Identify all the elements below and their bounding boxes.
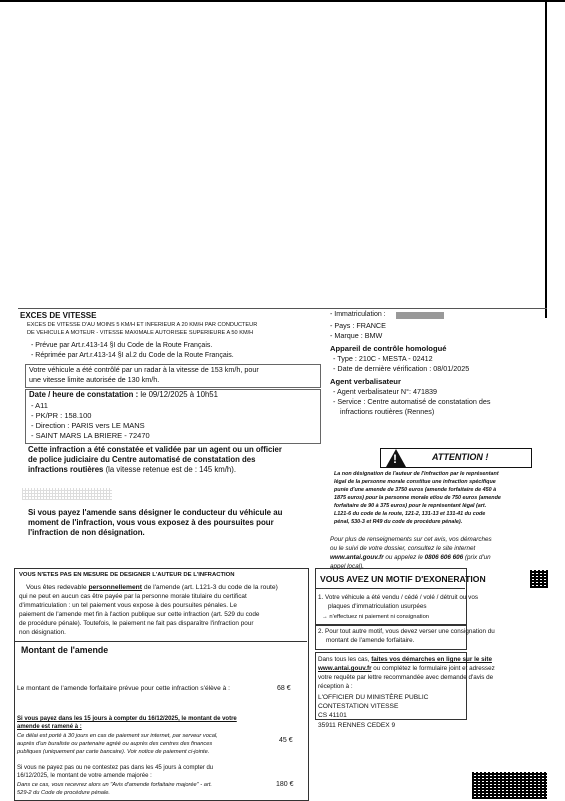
scan-noise [22, 488, 112, 500]
para2-line-3: l'infraction de non désignation. [28, 528, 145, 537]
attention-line-4: 1875 euros) pour la personne morale et/ou de 750 euros (amende [334, 495, 501, 501]
service-line-2: infractions routières (Rennes) [340, 407, 435, 416]
forfait-label: Le montant de l'amende forfaitaire prévue pour cette infraction s'élève à : [17, 685, 230, 692]
radar-line-2: une vitesse limite autorisée de 130 km/h. [29, 375, 160, 384]
road: - A11 [31, 401, 48, 410]
redaction-mark [396, 312, 444, 319]
immatriculation: - Immatriculation : [330, 311, 386, 318]
para1-line-2: de police judiciaire du Centre automatisé de constatation des [28, 455, 256, 464]
nd-line-5: de procédure pénale). Toutefois, le paiement ne fait pas disparaître l'infraction pour [19, 620, 254, 627]
fold-line [18, 308, 547, 309]
para2-line-1: Si vous payez l'amende sans désigner le conducteur du véhicule au [28, 508, 283, 517]
app-date: - Date de dernière vérification : 08/01/2025 [333, 364, 470, 373]
info-line-3b: ou appelez le [385, 554, 423, 561]
majoree-value: 180 € [276, 781, 294, 788]
contest-line-2b: ou complétez le formulaire joint et adressez [373, 665, 495, 672]
address-line-4: 35911 RENNES CEDEX 9 [318, 722, 396, 729]
motif-1-line-1: 1. Votre véhicule a été vendu / cédé / volé / détruit ou vos [318, 594, 478, 601]
montant-divider [14, 641, 307, 642]
qr-code [530, 570, 548, 588]
address-line-3: CS 41101 [318, 712, 347, 719]
warning-icon [386, 449, 406, 467]
majoree-line-2: 16/12/2025, le montant de votre amende majorée : [17, 773, 152, 779]
para1-line-3b: (la vitesse retenue est de : 145 km/h). [105, 465, 237, 474]
attention-line-6: L121-6 du code de la route, 121-2, 131-13 et 131-41 du code [334, 511, 486, 517]
direction: - Direction : PARIS vers LE MANS [31, 421, 145, 430]
attention-line-3: punie d'une amende de 3750 euros (amende forfaitaire de 450 à [334, 487, 497, 493]
nd-line-1a: Vous êtes redevable [26, 584, 87, 591]
nd-line-4: paiement de l'amende met fin à l'action publique sur cette infraction (art. 529 du code [19, 611, 260, 618]
attention-line-2: légal de la personne morale constitue une infraction spécifique [334, 479, 496, 485]
motif-1-line-3: → n'effectuez ni paiement ni consignation [322, 614, 430, 620]
nd-line-1c: de l'amende (art. L121-3 du code de la route) [143, 584, 278, 591]
motif-1-line-2: plaques d'immatriculation usurpées [328, 603, 427, 610]
antai-link-2[interactable]: www.antai.gouv.fr [318, 665, 372, 672]
contest-line-1b: faites vos démarches en ligne sur le site [371, 656, 492, 663]
attention-line-7: pénal, 530-3 et R49 du code de procédure pénale). [334, 519, 463, 525]
reprimee-text: - Réprimée par Art.r.413-14 §I al.2 du Code de la Route Français. [31, 352, 234, 359]
service-line-1: - Service : Centre automatisé de constatation des [333, 397, 491, 406]
motif-2-line-1: 2. Pour tout autre motif, vous devez verser une consignation du [318, 628, 495, 635]
attention-line-1: La non désignation de l'auteur de l'infraction par le représentant [334, 471, 499, 477]
non-designer-title: VOUS N'ETES PAS EN MESURE DE DESIGNER L'AUTEUR DE L'INFRACTION [19, 572, 235, 578]
contest-line-3: votre requête par lettre recommandée avec demande d'avis de [318, 674, 494, 681]
info-line-1: Pour plus de renseignements sur cet avis, vos démarches [330, 536, 492, 543]
majoree-detail-2: 529-2 du Code de procédure pénale. [17, 790, 110, 796]
majoree-line-1: Si vous ne payez pas ou ne contestez pas dans les 45 jours à compter du [17, 765, 214, 771]
info-line-2: ou le suivi de votre dossier, consultez le site internet [330, 545, 476, 552]
motif-2-line-2: montant de l'amende forfaitaire. [326, 637, 415, 644]
offense-title: EXCES DE VITESSE [20, 311, 97, 320]
minoree-value: 45 € [279, 737, 293, 744]
pays: - Pays : FRANCE [330, 321, 386, 330]
app-title: Appareil de contrôle homologué [330, 344, 447, 353]
prevue-text: - Prévue par Art.r.413-14 §I du Code de la Route Français. [31, 342, 213, 349]
address-line-2: CONTESTATION VITESSE [318, 703, 399, 710]
date-value: le 09/12/2025 à 10h51 [140, 390, 218, 399]
para2-line-2: moment de l'infraction, vous vous exposez à des poursuites pour [28, 518, 274, 527]
radar-line-1: Votre véhicule a été contrôlé par un radar à la vitesse de 153 km/h, pour [29, 365, 259, 374]
para1-line-1: Cette infraction a été constatée et validée par un agent ou un officier [28, 445, 282, 454]
exoneration-title: VOUS AVEZ UN MOTIF D'EXONERATION [320, 574, 486, 584]
minoree-detail-3: publiques (uniquement par carte bancaire). Voir notice de paiement ci-jointe. [17, 749, 210, 755]
scan-edge-top [0, 0, 565, 2]
nd-line-3: d'immatriculation : un tel paiement vous expose à des poursuites pénales. Le [19, 602, 237, 609]
app-type: - Type : 210C - MESTA - 02412 [333, 354, 433, 363]
contest-line-1a: Dans tous les cas, [318, 656, 370, 663]
date-label: Date / heure de constatation : [29, 390, 139, 399]
minoree-line-2: amende est ramené à : [17, 724, 82, 730]
agent-number: - Agent verbalisateur N°: 471839 [333, 387, 437, 396]
commune: - SAINT MARS LA BRIERE - 72470 [31, 431, 150, 440]
marque: - Marque : BMW [330, 331, 383, 340]
offense-desc-2: DE VEHICULE A MOTEUR - VITESSE MAXIMALE AUTORISEE SUPERIEURE A 50 KM/H [27, 330, 254, 336]
antai-link[interactable]: www.antai.gouv.fr [330, 554, 384, 561]
nd-line-6: non désignation. [19, 629, 66, 636]
exo-title-divider [315, 588, 465, 589]
nd-line-2: qui ne peut en aucun cas être payée par la personne morale titulaire du certificat [19, 593, 247, 600]
scan-edge-right [545, 0, 547, 318]
info-line-4: appel local). [330, 563, 364, 570]
datamatrix-code [472, 772, 547, 799]
nd-line-1b: personnellement [88, 584, 142, 591]
para1-line-3: infractions routières [28, 465, 104, 474]
phone-number[interactable]: 0806 606 606 [424, 554, 464, 561]
offense-desc-1: EXCES DE VITESSE D'AU MOINS 5 KM/H ET INFERIEUR A 20 KM/H PAR CONDUCTEUR [27, 322, 258, 328]
minoree-line-1: Si vous payez dans les 15 jours à compter du 16/12/2025, le montant de votre [17, 716, 237, 722]
minoree-detail-1: Ce délai est porté à 30 jours en cas de paiement sur internet, par serveur vocal, [17, 733, 218, 739]
attention-line-5: forfaitaire de 90 à 375 euros) pour le représentant légal (art. [334, 503, 487, 509]
minoree-detail-2: auprès d'un buraliste ou partenaire agréé ou auprès des centres des finances [17, 741, 213, 747]
majoree-detail-1: Dans ce cas, vous recevrez alors un "Avis d'amende forfaitaire majorée" - art. [17, 782, 213, 788]
attention-title: ATTENTION ! [432, 452, 489, 462]
forfait-value: 68 € [277, 685, 291, 692]
agent-title: Agent verbalisateur [330, 377, 401, 386]
montant-title: Montant de l'amende [21, 645, 109, 655]
pk-pr: - PK/PR : 158.100 [31, 411, 92, 420]
address-line-1: L'OFFICIER DU MINISTÈRE PUBLIC [318, 694, 429, 701]
contest-line-4: réception à : [318, 683, 353, 690]
info-line-3d: (prix d'un [464, 554, 491, 561]
